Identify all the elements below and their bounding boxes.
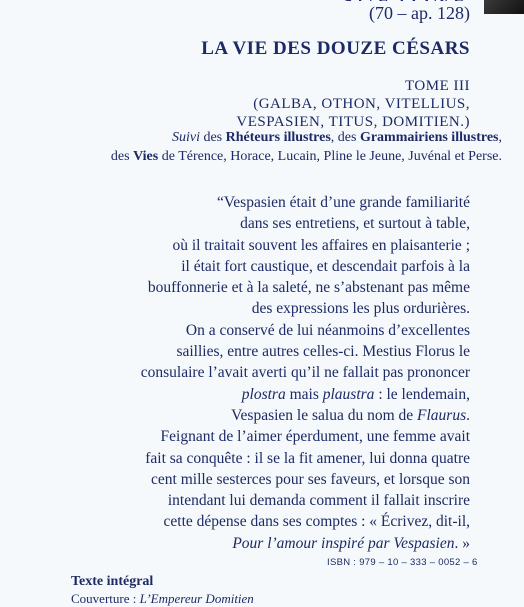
- quote-italic: Pour l’amour inspiré par Vespasien: [232, 534, 455, 552]
- quote-line: [70, 405, 470, 426]
- suivi-text: , des: [330, 130, 360, 145]
- quote-line: cent mille sesterces pour ses faveurs, et lorsque son: [151, 470, 470, 488]
- cover-corner-image: [484, 0, 524, 14]
- cover-credit: [71, 591, 254, 607]
- blurb-quote: [70, 192, 470, 554]
- contents-line-2: VESPASIEN, TITUS, DOMITIEN.): [236, 114, 470, 130]
- quote-text: .: [466, 406, 470, 424]
- quote-line: des expressions les plus ordurières.: [251, 300, 470, 318]
- texte-integral-label: Texte intégral: [71, 574, 154, 589]
- suivi-text: des: [110, 149, 134, 164]
- author-name: [30, 0, 470, 1]
- book-title: LA VIE DES DOUZE CÉSARS: [201, 38, 470, 59]
- rheteurs-title: Rhéteurs illustres: [225, 130, 331, 145]
- quote-line: bouffonnerie et à la saleté, ne s’abstenant pas même: [147, 279, 470, 297]
- tome-number: TOME III: [405, 78, 470, 94]
- suivi-text: de Térence, Horace, Lucain, Pline le Jeune, Juvénal et Perse.: [158, 149, 502, 164]
- quote-line: [70, 533, 470, 554]
- suivi-line-2: [2, 147, 502, 166]
- suivi-text: ,: [498, 130, 502, 145]
- quote-line: où il traitait souvent les affaires en plaisanterie ;: [172, 236, 470, 254]
- quote-text: Vespasien le salua du nom de: [231, 406, 418, 424]
- quote-line: fait sa conquête : il se la fit amener, lui donna quatre: [145, 449, 470, 467]
- quote-text: : le lendemain,: [374, 385, 470, 403]
- contents-line-1: (GALBA, OTHON, VITELLIUS,: [253, 96, 470, 112]
- quote-line: consulaire l’avait averti qu’il ne fallait pas prononcer: [140, 364, 470, 382]
- quote-line: [70, 384, 470, 405]
- quote-italic: plaustra: [322, 385, 375, 403]
- quote-line: On a conservé de lui néanmoins d’excellentes: [185, 321, 470, 339]
- quote-line: il était fort caustique, et descendait parfois à la: [181, 257, 470, 275]
- isbn-number: ISBN : 979 – 10 – 333 – 0052 – 6: [327, 557, 478, 568]
- grammairiens-title: Grammairiens illustres: [359, 130, 499, 145]
- suivi-paragraph: [2, 128, 502, 166]
- cover-credit-label: Couverture :: [71, 591, 140, 606]
- suivi-word: Suivi: [171, 130, 200, 145]
- header-block: [30, 0, 470, 131]
- quote-line: cette dépense dans ses comptes : « Écrivez, dit-il,: [163, 513, 470, 531]
- quote-line: intendant lui demanda comment il fallait inscrire: [167, 492, 470, 510]
- quote-text: mais: [285, 385, 323, 403]
- author-dates: (70 – ap. 128): [369, 3, 470, 23]
- quote-line: saillies, entre autres celles-ci. Mestius Florus le: [176, 343, 470, 361]
- quote-italic: Flaurus: [417, 406, 467, 424]
- suivi-line-1: [2, 128, 502, 147]
- quote-line: Feignant de l’aimer éperdument, une femme avait: [160, 428, 470, 446]
- quote-text: . »: [454, 534, 470, 552]
- vies-title: Vies: [133, 149, 159, 164]
- quote-line: “Vespasien était d’une grande familiarité: [216, 194, 470, 211]
- suivi-text: des: [199, 130, 226, 145]
- cover-credit-work: L’Empereur Domitien: [139, 591, 254, 606]
- quote-line: dans ses entretiens, et surtout à table,: [240, 215, 470, 233]
- quote-italic: plostra: [241, 385, 286, 403]
- tome-block: [30, 77, 470, 131]
